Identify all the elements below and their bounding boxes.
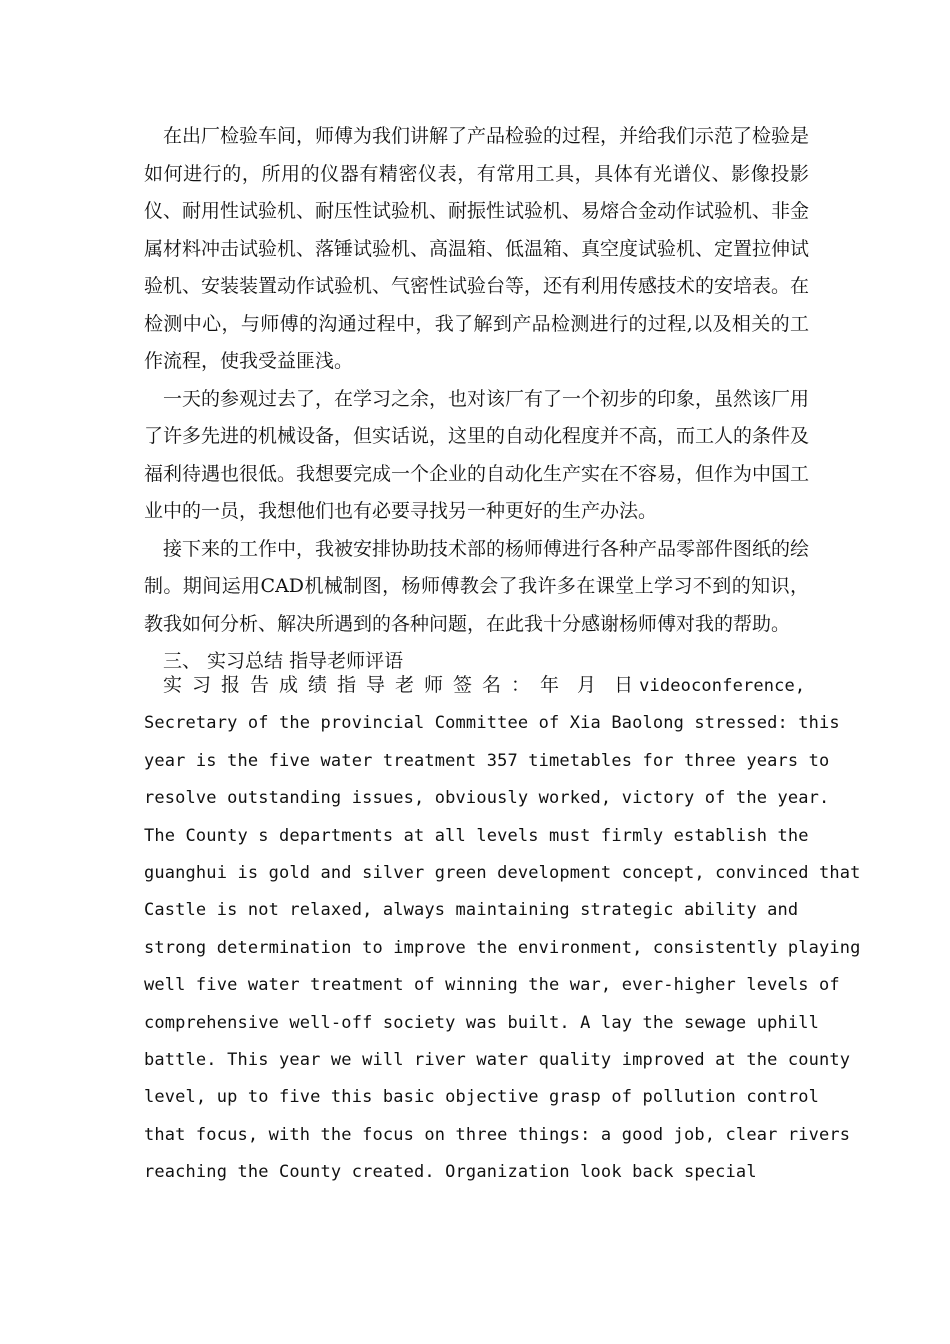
english-line: reaching the County created. Organization look back special: [144, 1162, 757, 1183]
date-label: 年 月 日: [540, 674, 640, 696]
signature-and-english-block: [144, 667, 861, 1192]
english-line: guanghui is gold and silver green development concept, convinced that: [144, 863, 861, 884]
english-line: that focus, with the focus on three things: a good job, clear rivers: [144, 1124, 851, 1145]
english-line: resolve outstanding issues, obviously worked, victory of the year.: [144, 788, 830, 809]
english-line: well five water treatment of winning the war, ever-higher levels of: [144, 975, 840, 996]
paragraph-cad-drawing: 接下来的工作中，我被安排协助技术部的杨师傅进行各种产品零部件图纸的绘制。期间运用CAD机械制图，杨师傅教会了我许多在课堂上学习不到的知识，教我如何分析、解决所遇到的各种问题，在此我十分感谢杨师傅对我的帮助。: [144, 537, 810, 635]
english-line: level, up to five this basic objective grasp of pollution control: [144, 1087, 820, 1108]
english-line: Secretary of the provincial Committee of Xia Baolong stressed: this: [144, 713, 840, 734]
signature-label: 实习报告成绩指导老师签名：: [163, 674, 541, 696]
english-line: comprehensive well-off society was built. A lay the sewage uphill: [144, 1012, 820, 1033]
section-heading: 三、 实习总结 指导老师评语: [163, 650, 404, 672]
english-line: strong determination to improve the environment, consistently playing: [144, 937, 861, 958]
english-line: year is the five water treatment 357 timetables for three years to: [144, 750, 830, 771]
english-line: Castle is not relaxed, always maintaining strategic ability and: [144, 900, 799, 921]
chinese-body: [144, 118, 809, 681]
english-line: The County s departments at all levels must firmly establish the: [144, 825, 809, 846]
english-line-first: videoconference,: [639, 676, 806, 696]
signature-line: [144, 667, 809, 705]
paragraph-visit-impression: 一天的参观过去了，在学习之余，也对该厂有了一个初步的印象，虽然该厂用了许多先进的机械设备，但实话说，这里的自动化程度并不高，而工人的条件及福利待遇也很低。我想要完成一个企业的自动化生产实在不容易，但作为中国工业中的一员，我想他们也有必要寻找另一种更好的生产办法。: [144, 387, 810, 522]
english-body: [144, 705, 861, 1191]
paragraph-inspection-workshop: 在出厂检验车间，师傅为我们讲解了产品检验的过程，并给我们示范了检验是如何进行的，所用的仪器有精密仪表，有常用工具，具体有光谱仪、影像投影仪、耐用性试验机、耐压性试验机、耐振性试验机、易熔合金动作试验机、非金属材料冲击试验机、落锤试验机、高温箱、低温箱、真空度试验机、定置拉伸试验机、安装装置动作试验机、气密性试验台等，还有利用传感技术的安培表。在检测中心，与师傅的沟通过程中，我了解到产品检测进行的过程,以及相关的工作流程，使我受益匪浅。: [144, 125, 810, 372]
english-line: battle. This year we will river water quality improved at the county: [144, 1050, 851, 1071]
